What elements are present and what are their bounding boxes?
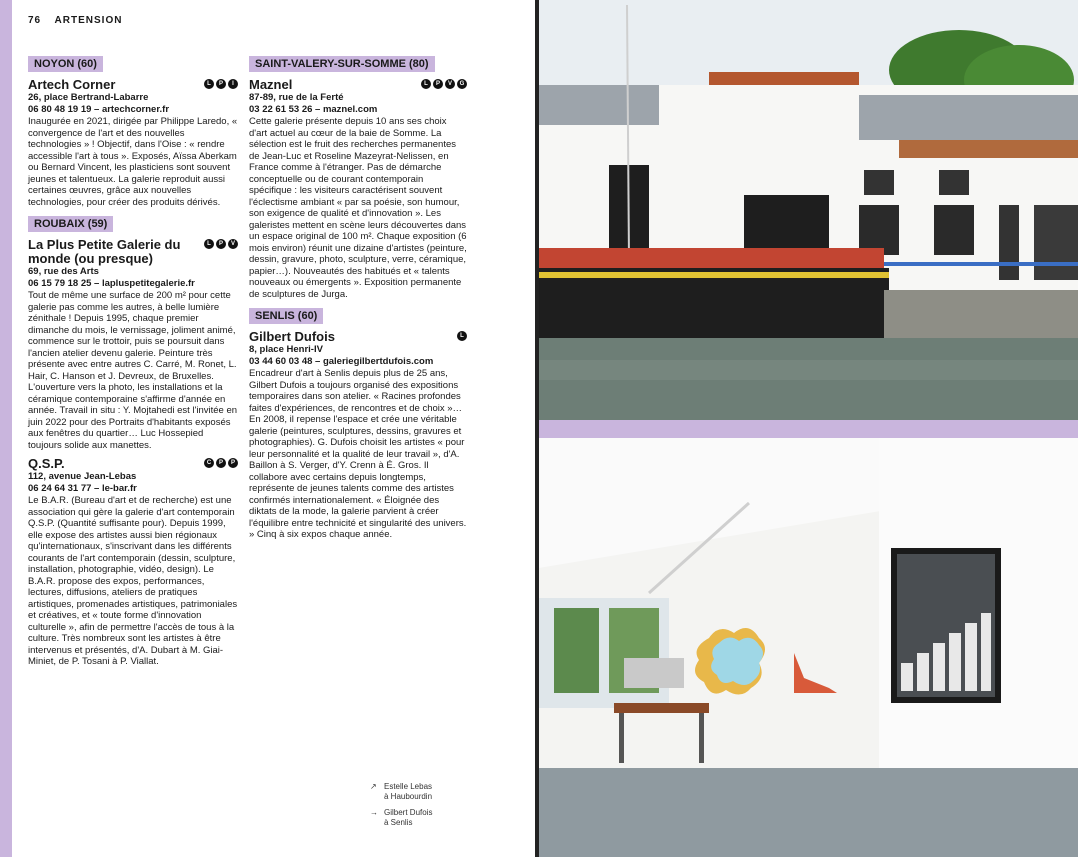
- gallery-entry: [249, 78, 467, 300]
- entry-title-row: [28, 238, 238, 266]
- entry-title-row: [249, 78, 467, 92]
- gallery-address: 112, avenue Jean-Lebas: [28, 471, 137, 482]
- desk: [614, 703, 709, 713]
- railing: [884, 262, 1078, 266]
- gallery-name: Q.S.P.: [28, 456, 65, 471]
- badge-group: [204, 458, 238, 468]
- gallery-contact: 03 22 61 53 26 – maznel.com: [249, 104, 378, 115]
- gallery-contact: 06 80 48 19 19 – artechcorner.fr: [28, 104, 170, 115]
- gallery-contact: 06 24 64 31 77 – le-bar.fr: [28, 483, 137, 494]
- column-1: [28, 50, 238, 674]
- credit-line: à Haubourdin: [384, 792, 433, 801]
- gallery-address: 26, place Bertrand-Labarre: [28, 92, 149, 103]
- region-heading: NOYON (60): [28, 56, 103, 72]
- door: [999, 205, 1019, 280]
- arrow-icon: ↗: [370, 782, 377, 791]
- photo-gallery-interior: [539, 438, 1078, 857]
- gallery-description: Encadreur d'art à Senlis depuis plus de 25 ans, Gilbert Dufois a toujours organisé des expositions temporaires dans son atelier. « Racines profondes faites d'expériences, de rencontres et de choix »… En 2008, il repense l'espace et crée une véritable galerie (peintures, sculptures, dessins, gravures et photographies). G. Dufois choisit les artistes « pour leur personnalité et la qualité de leur travail », d'A. Baillon à S. Verger, d'Y. Crenn à É. Gros. Il collabore avec certains depuis longtemps, représente de jeunes talents comme des artistes confirmés internationalement. « Éloignée des diktats de la mode, la galerie parvient à créer l'équilibre entre technicité et singularité des univers. » Cinq à six expos chaque année.: [249, 368, 467, 540]
- window: [939, 170, 969, 195]
- category-badge-icon: V: [445, 79, 455, 89]
- barge-hull: [539, 268, 889, 338]
- region-section: [28, 214, 238, 668]
- credit-line: Estelle Lebas: [384, 782, 433, 791]
- window: [744, 195, 829, 255]
- credit-text: [384, 782, 432, 802]
- arrow-icon: →: [370, 808, 378, 817]
- badge-group: [204, 79, 238, 89]
- photo-divider-band: [539, 420, 1078, 438]
- barge-cabin: [539, 248, 884, 268]
- category-badge-icon: G: [457, 79, 467, 89]
- computer-monitor: [624, 658, 684, 688]
- gallery-name: Maznel: [249, 77, 293, 92]
- gallery-address: 87-89, rue de la Ferté: [249, 92, 344, 103]
- roof: [859, 95, 1078, 140]
- badge-group: [421, 79, 467, 89]
- region-heading: SAINT-VALERY-SUR-SOMME (80): [249, 56, 435, 72]
- photo-credits: [370, 782, 432, 834]
- category-badge-icon: P: [228, 458, 238, 468]
- category-badge-icon: V: [228, 239, 238, 249]
- category-badge-icon: P: [216, 239, 226, 249]
- credit-line: à Senlis: [384, 818, 413, 827]
- page-number: 76: [28, 15, 42, 26]
- gallery-entry: [28, 78, 238, 208]
- running-head: [28, 15, 122, 26]
- category-badge-icon: P: [216, 79, 226, 89]
- gallery-description: Le B.A.R. (Bureau d'art et de recherche) est une association qui gère la galerie d'art contemporain Q.S.P. (Quantité suffisante pour). Depuis 1999, elle expose des artistes aussi bien régionaux qu'internationaux, s'inscrivant dans les différents courants de l'art contemporain (dessin, sculpture, installation, photographie, vidéo, design). Le B.A.R. propose des expos, performances, lectures, diffusions, ateliers de pratiques artistiques, promenades artistiques, patrimoniales et créatives, et « toute forme d'innovation culturelle », afin de permettre l'accès de tous à la culture. Très nombreux sont les artistes à être intervenus et présentés, d'A. Dubart à M. Giai-Miniet, de P. Tosani à P. Viallat.: [28, 495, 238, 667]
- region-section: [249, 54, 467, 300]
- credit-line: Gilbert Dufois: [384, 808, 433, 817]
- category-badge-icon: L: [421, 79, 431, 89]
- window-foliage: [554, 608, 599, 693]
- photo-gallery-exterior: [539, 0, 1078, 420]
- gallery-entry: [249, 330, 467, 541]
- water-reflection: [539, 360, 1078, 380]
- gallery-description: Tout de même une surface de 200 m² pour cette galerie pas comme les autres, à belle lumière zénithale ! Depuis 1995, chaque premier dimanche du mois, le vernissage, joliment animé, commence sur le trottoir, puis se poursuit dans l'ancien atelier devenu galerie. Peinture très présente avec entre autres C. Carré, M. Ronet, L. Hair, C. Hanson et J. Devreux, de Bruxelles. L'ouverture vers la photo, les installations et la céramique contemporaine s'affirme d'année en année. Travail in situ : Y. Mojtahedi est l'invitée en juin 2022 pour des Portraits d'habitants exposés aux fenêtres du quartier… Luc Hossepied toujours solide aux manettes.: [28, 290, 238, 451]
- gallery-name: La Plus Petite Galerie du monde (ou presque): [28, 237, 181, 266]
- desk-leg: [699, 713, 704, 763]
- category-badge-icon: P: [433, 79, 443, 89]
- gallery-address: 69, rue des Arts: [28, 266, 99, 277]
- category-badge-icon: L: [457, 331, 467, 341]
- badge-group: [457, 331, 467, 341]
- badge-group: [204, 239, 238, 249]
- region-heading: SENLIS (60): [249, 308, 323, 324]
- gallery-description: Cette galerie présente depuis 10 ans ses choix d'art actuel au cœur de la baie de Somme. La sélection est le fruit des recherches permanentes de Jean-Luc et Roseline Mazeyrat-Nelissen, en France comme à l'étranger. Pas de démarche conceptuelle ou de courant contemporain spécifique : les visiteurs caractérisent souvent l'éclectisme ambiant « par sa poésie, son humour, son exigence de qualité et d'innovation ». Les galeristes mettent en scène leurs découvertes dans un espace original de 100 m². Chaque exposition (6 mois environ) réunit une dizaine d'artistes (peinture, dessin, gravure, photo, sculpture, verre, céramique, papier…). Nouveautés des habitués et « talents nouveaux ou émergents ». Exposition permanente de sculptures de Jurga.: [249, 116, 467, 300]
- gallery-entry: [28, 238, 238, 451]
- garage: [1034, 205, 1078, 280]
- section-name: ARTENSION: [54, 15, 123, 26]
- region-section: [28, 54, 238, 208]
- entry-title-row: [28, 457, 238, 471]
- window: [864, 170, 894, 195]
- window: [859, 205, 899, 255]
- column-2: [249, 50, 467, 547]
- gallery-description: Inaugurée en 2021, dirigée par Philippe Laredo, « convergence de l'art et des nouvelles technologies » ! Objectif, dans l'Oise : « rendre accessible l'art à tous ». Exposés, Aïssa Aberkam ou Bernard Vincent, les plasticiens sont souvent jeunes et talentueux. La galerie reproduit aussi certaines œuvres, grâce aux nouvelles technologies, pour créer des produits dérivés.: [28, 116, 238, 208]
- category-badge-icon: C: [204, 458, 214, 468]
- desk-leg: [619, 713, 624, 763]
- region-heading: ROUBAIX (59): [28, 216, 113, 232]
- entry-title-row: [28, 78, 238, 92]
- gallery-contact: 03 44 60 03 48 – galeriegilbertdufois.com: [249, 356, 434, 367]
- page-edge-stripe: [0, 0, 12, 857]
- photo-credit: [370, 782, 432, 802]
- gallery-name: Artech Corner: [28, 77, 116, 92]
- category-badge-icon: P: [216, 458, 226, 468]
- floor: [539, 768, 1078, 857]
- quay-wall: [884, 290, 1078, 340]
- category-badge-icon: L: [204, 79, 214, 89]
- gallery-entry: [28, 457, 238, 668]
- brick-band: [899, 140, 1078, 158]
- gallery-name: Gilbert Dufois: [249, 329, 335, 344]
- category-badge-icon: L: [204, 239, 214, 249]
- barge-stripe: [539, 272, 889, 278]
- credit-text: [384, 808, 432, 828]
- gallery-address: 8, place Henri-IV: [249, 344, 323, 355]
- window: [934, 205, 974, 255]
- photo-credit: [370, 808, 432, 828]
- region-section: [249, 306, 467, 541]
- entry-title-row: [249, 330, 467, 344]
- artwork-cloud-inner: [711, 637, 763, 685]
- gallery-contact: 06 15 79 18 25 – lapluspetitegalerie.fr: [28, 278, 195, 289]
- roof: [539, 85, 659, 125]
- category-badge-icon: I: [228, 79, 238, 89]
